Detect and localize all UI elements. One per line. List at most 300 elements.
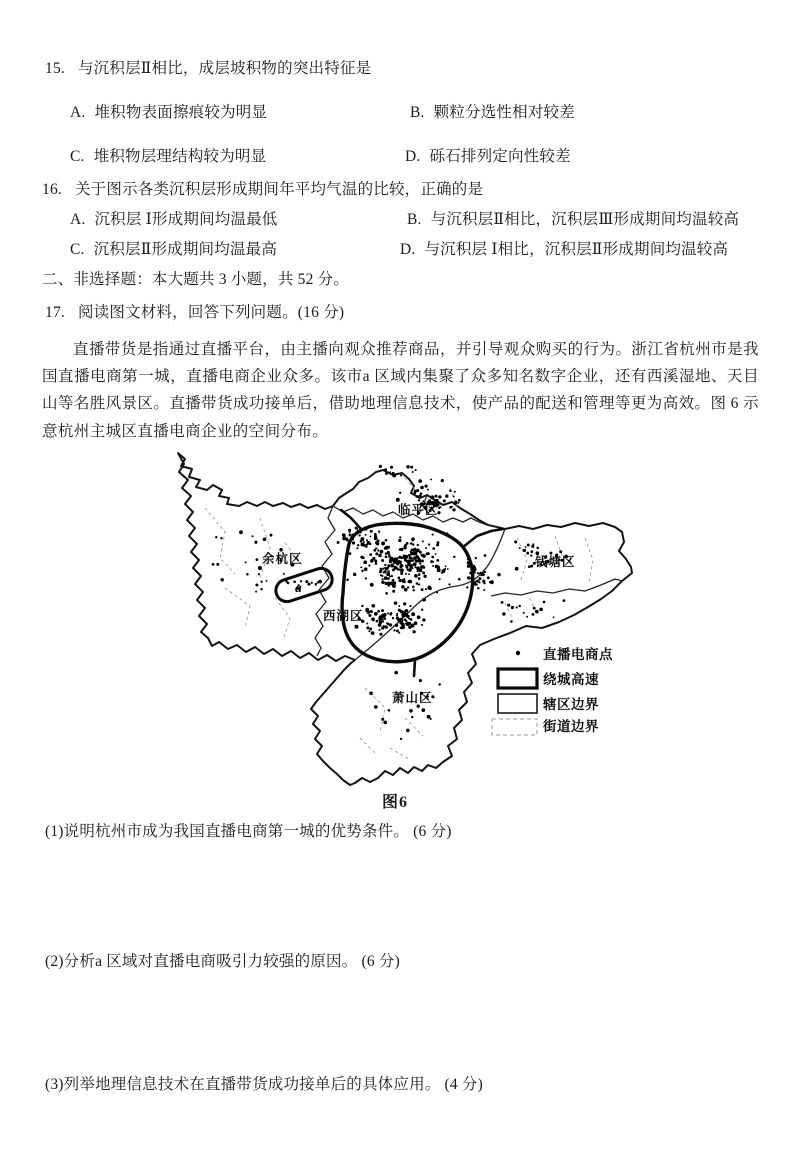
ecommerce-point-dot: [532, 613, 535, 616]
ecommerce-point-dot: [458, 499, 461, 502]
ecommerce-point-dot: [528, 565, 531, 568]
q17-sub1: (1)说明杭州市成为我国直播电商第一城的优势条件。 (6 分): [45, 823, 452, 840]
ecommerce-point-dot: [356, 547, 358, 549]
ecommerce-point-dot: [479, 577, 482, 580]
ecommerce-point-dot: [403, 580, 406, 583]
ecommerce-point-dot: [372, 619, 374, 621]
ecommerce-point-dot: [407, 562, 411, 566]
ecommerce-point-dot: [445, 565, 447, 567]
ecommerce-point-dot: [317, 581, 319, 583]
ecommerce-point-dot: [401, 625, 405, 629]
ecommerce-point-dot: [375, 552, 378, 555]
q15-option-a: [70, 100, 267, 122]
ecommerce-point-dot: [360, 566, 362, 568]
ecommerce-point-dot: [337, 541, 340, 544]
q16-option-a-text: 沉积层 Ⅰ形成期间均温最低: [94, 211, 278, 228]
ecommerce-point-dot: [270, 534, 273, 537]
ecommerce-point-dot: [216, 563, 219, 566]
ecommerce-point-dot: [417, 705, 420, 708]
question-15-stem: 与沉积层Ⅱ相比，成层坡积物的突出特征是: [77, 60, 372, 77]
ecommerce-point-dot: [443, 499, 446, 502]
ecommerce-point-dot: [390, 582, 393, 585]
ecommerce-point-dot: [397, 557, 399, 559]
ecommerce-point-dot: [378, 623, 382, 627]
ecommerce-point-dot: [406, 542, 409, 545]
ecommerce-point-dot: [385, 592, 388, 595]
ecommerce-point-dot: [421, 624, 423, 626]
ecommerce-point-dot: [358, 534, 360, 536]
ecommerce-point-dot: [215, 536, 217, 538]
ecommerce-point-dot: [371, 631, 375, 635]
ecommerce-point-dot: [351, 537, 354, 540]
ecommerce-point-dot: [410, 466, 413, 469]
ecommerce-point-dot: [421, 708, 425, 712]
ecommerce-point-dot: [530, 554, 532, 556]
ecommerce-point-dot: [374, 535, 377, 538]
ecommerce-point-dot: [392, 558, 395, 561]
ecommerce-point-dot: [363, 544, 366, 547]
ecommerce-point-dot: [376, 620, 379, 623]
ecommerce-point-dot: [400, 738, 402, 740]
ecommerce-point-dot: [490, 580, 494, 584]
ecommerce-point-dot: [448, 583, 450, 585]
ecommerce-point-dot: [501, 601, 504, 604]
ecommerce-point-dot: [419, 562, 421, 564]
ecommerce-point-dot: [365, 534, 367, 536]
ecommerce-point-dot: [256, 558, 259, 561]
ecommerce-point-dot: [384, 547, 387, 550]
district-label: 临平区: [398, 503, 439, 517]
ecommerce-point-dot: [432, 534, 434, 536]
district-label: 萧山区: [392, 691, 433, 705]
ecommerce-point-dot: [412, 471, 414, 473]
ecommerce-point-dot: [367, 610, 371, 614]
ecommerce-point-dot: [369, 535, 371, 537]
ecommerce-point-dot: [246, 573, 249, 576]
ecommerce-point-dot: [360, 556, 363, 559]
ecommerce-point-dot: [476, 580, 479, 583]
ecommerce-point-dot: [416, 570, 418, 572]
ecommerce-point-dot: [467, 576, 470, 579]
ecommerce-point-dot: [396, 630, 399, 633]
ecommerce-point-dot: [220, 578, 224, 582]
ecommerce-point-dot: [384, 564, 386, 566]
ecommerce-point-dot: [360, 537, 364, 541]
district-label: 钱塘区: [535, 555, 576, 569]
question-16: [42, 177, 483, 199]
ecommerce-point-dot: [389, 561, 391, 563]
ecommerce-point-dot: [380, 574, 382, 576]
ecommerce-point-dot: [370, 530, 373, 533]
ecommerce-point-dot: [398, 632, 400, 634]
legend-label: 街道边界: [543, 719, 599, 734]
ecommerce-point-dot: [387, 570, 389, 572]
q15-option-c: [70, 144, 266, 166]
ecommerce-point-dot: [400, 548, 403, 551]
ecommerce-point-dot: [405, 573, 407, 575]
ecommerce-point-dot: [389, 623, 392, 626]
ecommerce-point-dot: [254, 541, 257, 544]
ecommerce-point-dot: [347, 544, 349, 546]
ecommerce-point-dot: [563, 599, 566, 602]
ecommerce-point-dot: [421, 560, 424, 563]
ecommerce-point-dot: [414, 621, 418, 625]
ecommerce-point-dot: [407, 586, 409, 588]
ecommerce-point-dot: [418, 577, 421, 580]
q17-sub2: (2)分析a 区域对直播电商吸引力较强的原因。 (6 分): [45, 953, 400, 970]
ecommerce-point-dot: [349, 552, 352, 555]
ecommerce-point-dot: [453, 495, 455, 497]
ecommerce-point-dot: [398, 609, 401, 612]
ecommerce-point-dot: [421, 588, 424, 591]
ecommerce-point-dot: [449, 490, 452, 493]
ecommerce-point-dot: [266, 580, 268, 582]
ecommerce-point-dot: [543, 601, 546, 604]
ecommerce-point-dot: [454, 501, 458, 505]
ecommerce-point-dot: [396, 614, 398, 616]
ecommerce-point-dot: [220, 537, 222, 539]
question-15-number: 15.: [45, 60, 65, 77]
q17-sub3: (3)列举地理信息技术在直播带货成功接单后的具体应用。 (4 分): [45, 1076, 483, 1093]
ecommerce-point-dot: [378, 554, 382, 558]
ecommerce-point-dot: [393, 585, 395, 587]
ecommerce-point-dot: [422, 598, 426, 602]
ecommerce-point-dot: [480, 572, 484, 576]
ecommerce-point-dot: [454, 491, 456, 493]
q16-option-d-text: 与沉积层 Ⅰ相比，沉积层Ⅱ形成期间均温较高: [424, 241, 729, 258]
ecommerce-point-dot: [453, 556, 455, 558]
ecommerce-point-dot: [403, 602, 406, 605]
ecommerce-point-dot: [255, 591, 257, 593]
ecommerce-point-dot: [382, 567, 384, 569]
ecommerce-point-dot: [428, 587, 432, 591]
q15-option-d-label: D.: [405, 148, 421, 165]
ecommerce-point-dot: [389, 471, 391, 473]
ecommerce-point-dot: [370, 610, 373, 613]
ecommerce-point-dot: [418, 568, 422, 572]
ecommerce-point-dot: [387, 582, 389, 584]
ecommerce-point-dot: [484, 571, 486, 573]
ecommerce-point-dot: [378, 531, 380, 533]
ecommerce-point-dot: [409, 557, 412, 560]
ecommerce-point-dot: [414, 574, 417, 577]
ecommerce-point-dot: [260, 588, 262, 590]
ecommerce-point-dot: [408, 573, 410, 575]
ecommerce-point-dot: [497, 573, 501, 577]
ecommerce-point-dot: [396, 559, 398, 561]
ecommerce-point-dot: [412, 589, 414, 591]
q15-option-c-label: C.: [70, 148, 85, 165]
ecommerce-point-dot: [418, 499, 420, 501]
ecommerce-point-dot: [400, 572, 403, 575]
ecommerce-point-dot: [386, 622, 388, 624]
ecommerce-point-dot: [404, 578, 406, 580]
ecommerce-point-dot: [484, 554, 487, 557]
ecommerce-point-dot: [287, 582, 290, 585]
ecommerce-point-dot: [401, 585, 405, 589]
ecommerce-point-dot: [381, 542, 385, 546]
ecommerce-point-dot: [406, 560, 408, 562]
ecommerce-point-dot: [436, 559, 439, 562]
section-2-heading: 二、非选择题：本大题共 3 小题，共 52 分。: [42, 271, 350, 288]
ecommerce-point-dot: [420, 492, 423, 495]
ecommerce-point-dot: [451, 506, 453, 508]
ecommerce-point-dot: [369, 553, 372, 556]
ecommerce-point-dot: [417, 615, 421, 619]
ecommerce-point-dot: [422, 554, 425, 557]
ecommerce-point-dot: [398, 560, 402, 564]
ecommerce-point-dot: [404, 559, 406, 561]
ecommerce-point-dot: [387, 564, 390, 567]
ecommerce-point-dot: [389, 613, 392, 616]
ecommerce-point-dot: [440, 506, 442, 508]
q16-option-b: [407, 207, 739, 229]
ecommerce-point-dot: [380, 552, 382, 554]
ecommerce-point-dot: [404, 588, 408, 592]
ecommerce-point-dot: [375, 541, 379, 545]
ecommerce-point-dot: [400, 474, 402, 476]
ecommerce-point-dot: [307, 583, 310, 586]
question-16-number: 16.: [42, 181, 62, 198]
ecommerce-point-dot: [435, 495, 438, 498]
ecommerce-point-dot: [396, 498, 400, 502]
ecommerce-point-dot: [311, 582, 313, 584]
ecommerce-point-dot: [452, 508, 455, 511]
ecommerce-point-dot: [514, 540, 517, 543]
ecommerce-point-dot: [536, 547, 539, 550]
ecommerce-point-dot: [364, 527, 368, 531]
ecommerce-point-dot: [212, 563, 215, 566]
ecommerce-point-dot: [444, 568, 447, 571]
ecommerce-point-dot: [378, 629, 380, 631]
ecommerce-point-dot: [381, 627, 384, 630]
q15-option-b: [410, 100, 575, 122]
ecommerce-point-dot: [383, 613, 386, 616]
ecommerce-point-dot: [392, 474, 396, 478]
ecommerce-point-dot: [502, 612, 505, 615]
ecommerce-point-dot: [356, 528, 358, 530]
ecommerce-point-dot: [260, 581, 262, 583]
ecommerce-point-dot: [388, 709, 391, 712]
ecommerce-point-dot: [408, 568, 411, 571]
ecommerce-point-dot: [390, 466, 393, 469]
ecommerce-point-dot: [415, 495, 418, 498]
ecommerce-point-dot: [391, 575, 393, 577]
ecommerce-point-dot: [483, 589, 485, 591]
ecommerce-point-dot: [418, 573, 421, 576]
ecommerce-point-dot: [392, 617, 394, 619]
ecommerce-point-dot: [411, 716, 413, 718]
ecommerce-point-dot: [383, 721, 387, 725]
ecommerce-point-dot: [398, 605, 400, 607]
legend-label: 直播电商点: [543, 647, 613, 662]
district-label: 西湖区: [323, 609, 364, 623]
ecommerce-point-dot: [409, 709, 413, 713]
ecommerce-point-dot: [384, 468, 387, 471]
ecommerce-point-dot: [392, 568, 395, 571]
ecommerce-point-dot: [412, 559, 415, 562]
ecommerce-point-dot: [382, 578, 384, 580]
ecommerce-point-dot: [535, 610, 539, 614]
ecommerce-point-dot: [436, 591, 438, 593]
ecommerce-point-dot: [435, 553, 437, 555]
ecommerce-point-dot: [419, 679, 422, 682]
ecommerce-point-dot: [527, 544, 530, 547]
ecommerce-point-dot: [349, 533, 352, 536]
ecommerce-point-dot: [415, 559, 418, 562]
ecommerce-point-dot: [412, 630, 415, 633]
ecommerce-point-dot: [425, 588, 427, 590]
q16-option-c: [70, 237, 277, 259]
ecommerce-point-dot: [466, 586, 468, 588]
ecommerce-point-dot: [475, 557, 477, 559]
ecommerce-point-dot: [385, 552, 387, 554]
ecommerce-point-dot: [406, 465, 410, 469]
ecommerce-point-dot: [353, 573, 357, 577]
ecommerce-point-dot: [403, 556, 405, 558]
ecommerce-point-dot: [511, 606, 514, 609]
ecommerce-point-dot: [363, 541, 365, 543]
ecommerce-point-dot: [352, 534, 354, 536]
ecommerce-point-dot: [510, 620, 513, 623]
ecommerce-point-dot: [447, 532, 449, 534]
ecommerce-point-dots: [212, 465, 568, 740]
ecommerce-point-dot: [530, 550, 533, 553]
ecommerce-point-dot: [436, 543, 439, 546]
ecommerce-point-dot: [393, 629, 395, 631]
ecommerce-point-dot: [397, 568, 399, 570]
ecommerce-point-dot: [381, 618, 384, 621]
ecommerce-point-dot: [342, 536, 346, 540]
ecommerce-point-dot: [422, 571, 425, 574]
q15-option-d: [405, 144, 571, 166]
ecommerce-point-dot: [389, 554, 391, 556]
ecommerce-point-dot: [408, 618, 410, 620]
q16-option-a: [70, 207, 278, 229]
ecommerce-point-dot: [385, 625, 388, 628]
ecommerce-point-dot: [418, 479, 422, 483]
ecommerce-point-dot: [427, 489, 429, 491]
ecommerce-point-dot: [414, 566, 416, 568]
ecommerce-point-dot: [371, 604, 375, 608]
ecommerce-point-dot: [518, 605, 520, 607]
ecommerce-point-dot: [263, 537, 267, 541]
ecommerce-point-dot: [388, 585, 390, 587]
ecommerce-point-dot: [394, 601, 398, 605]
ecommerce-point-dot: [523, 549, 526, 552]
question-16-stem: 关于图示各类沉积层形成期间年平均气温的比较，正确的是: [74, 181, 484, 198]
ecommerce-point-dot: [389, 576, 391, 578]
ecommerce-point-dot: [346, 539, 349, 542]
ecommerce-point-dot: [405, 620, 407, 622]
q15-option-b-text: 颗粒分选性相对较差: [433, 104, 575, 121]
ecommerce-point-dot: [399, 569, 401, 571]
ecommerce-point-dot: [364, 567, 368, 571]
ecommerce-point-dot: [378, 618, 381, 621]
ecommerce-point-dot: [559, 550, 562, 553]
ecommerce-point-dot: [415, 469, 417, 471]
ecommerce-point-dot: [422, 618, 425, 621]
ecommerce-point-dot: [418, 583, 420, 585]
ecommerce-point-dot: [523, 612, 525, 614]
ecommerce-point-dot: [411, 537, 415, 541]
ecommerce-point-dot: [387, 612, 389, 614]
q16-option-b-text: 与沉积层Ⅱ相比，沉积层Ⅲ形成期间均温较高: [430, 211, 740, 228]
question-17: [45, 300, 344, 322]
ecommerce-point-dot: [395, 561, 398, 564]
district-label: 余杭区: [262, 552, 303, 566]
ecommerce-point-dot: [379, 568, 381, 570]
ecommerce-point-dot: [392, 579, 395, 582]
ecommerce-point-dot: [403, 611, 406, 614]
legend-item-dot: [516, 646, 613, 662]
question-15: [45, 56, 371, 78]
ecommerce-point-dot: [368, 614, 371, 617]
ecommerce-point-dot: [374, 612, 378, 616]
ecommerce-point-dot: [375, 547, 377, 549]
q15-option-a-label: A.: [70, 104, 86, 121]
ecommerce-point-dot: [398, 539, 401, 542]
ecommerce-point-dot: [447, 568, 449, 570]
ecommerce-point-dot: [467, 564, 471, 568]
ecommerce-point-dot: [470, 576, 474, 580]
ecommerce-point-dot: [390, 564, 394, 568]
region-a-label: a: [295, 580, 302, 595]
ecommerce-point-dot: [385, 539, 388, 542]
ecommerce-point-dot: [374, 705, 378, 709]
q16-option-c-text: 沉积层Ⅱ形成期间均温最高: [93, 241, 278, 258]
ecommerce-point-dot: [413, 551, 417, 555]
ecommerce-point-dot: [477, 572, 479, 574]
legend-label: 辖区边界: [543, 697, 599, 712]
ecommerce-point-dot: [432, 547, 435, 550]
ecommerce-point-dot: [412, 543, 414, 545]
ecommerce-point-dot: [315, 584, 317, 586]
ecommerce-point-dot: [385, 578, 387, 580]
district-boundary-qiantang-internal: [491, 579, 622, 596]
qiantang-river-boundary: [355, 529, 505, 660]
ecommerce-point-dot: [387, 577, 390, 580]
ecommerce-point-dot: [487, 576, 490, 579]
ecommerce-point-dot: [398, 579, 401, 582]
ecommerce-point-dot: [258, 566, 260, 568]
ecommerce-point-dot: [366, 623, 368, 625]
ecommerce-point-dot: [352, 541, 355, 544]
ecommerce-point-dot: [387, 573, 390, 576]
ecommerce-point-dot: [369, 627, 372, 630]
ecommerce-point-dot: [366, 543, 368, 545]
ecommerce-point-dot: [539, 608, 543, 612]
ecommerce-point-dot: [377, 549, 379, 551]
ecommerce-point-dot: [255, 583, 258, 586]
ecommerce-point-dot: [410, 551, 412, 553]
ecommerce-point-dot: [526, 552, 529, 555]
ecommerce-point-dot: [432, 565, 434, 567]
ecommerce-point-dot: [410, 618, 413, 621]
ecommerce-point-dot: [399, 492, 401, 494]
ecommerce-point-dot: [430, 560, 433, 563]
ecommerce-point-dot: [472, 582, 475, 585]
ecommerce-point-dot: [368, 564, 370, 566]
hangzhou-districts-map: [165, 448, 640, 790]
ecommerce-point-dot: [533, 607, 536, 610]
ecommerce-point-dot: [438, 495, 441, 498]
ecommerce-point-dot: [368, 630, 370, 632]
ecommerce-point-dot: [470, 572, 472, 574]
ecommerce-point-dot: [532, 543, 534, 545]
ecommerce-point-dot: [507, 604, 510, 607]
ecommerce-point-dot: [412, 550, 414, 552]
